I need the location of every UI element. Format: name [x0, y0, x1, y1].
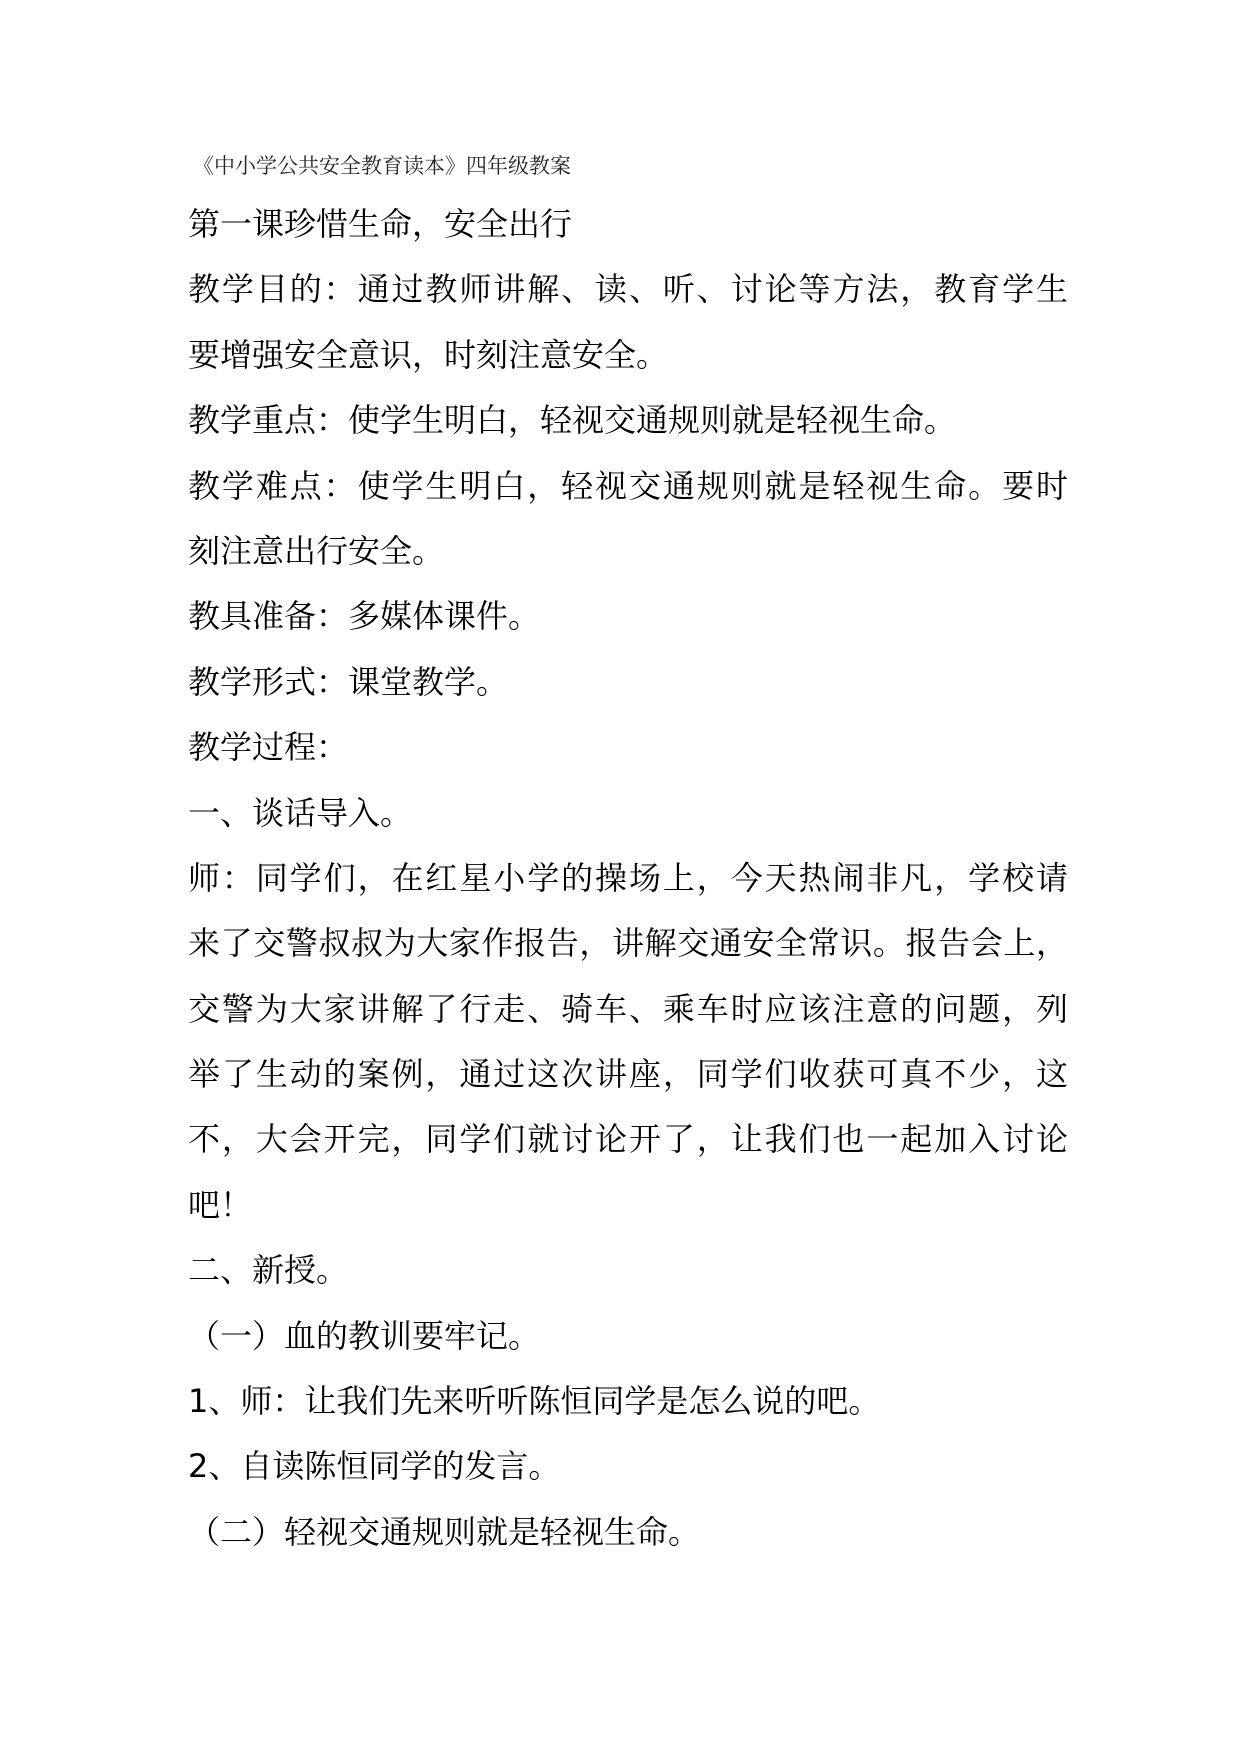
lesson-title: 第一课珍惜生命，安全出行 — [188, 205, 573, 243]
section-heading: 教学过程： — [188, 728, 349, 767]
paragraph-line: 不，大会开完，同学们就讨论开了，让我们也一起加入讨论 — [188, 1120, 1068, 1159]
paragraph-line: 刻注意出行安全。 — [188, 531, 445, 570]
paragraph-line: 教学形式：课堂教学。 — [188, 662, 509, 701]
paragraph-line: 师：同学们，在红星小学的操场上，今天热闹非凡，学校请 — [188, 858, 1068, 897]
list-item: 1、师：让我们先来听听陈恒同学是怎么说的吧。 — [188, 1382, 881, 1421]
paragraph-line: 教具准备：多媒体课件。 — [188, 597, 541, 636]
paragraph-line: 来了交警叔叔为大家作报告，讲解交通安全常识。报告会上， — [188, 924, 1068, 963]
paragraph-line: 教学目的：通过教师讲解、读、听、讨论等方法，教育学生 — [188, 270, 1068, 309]
section-heading: 一、谈话导入。 — [188, 793, 413, 832]
paragraph-line: 教学难点：使学生明白，轻视交通规则就是轻视生命。要时 — [188, 466, 1068, 505]
document-body — [188, 192, 1068, 1565]
paragraph-line: 教学重点：使学生明白，轻视交通规则就是轻视生命。 — [188, 401, 957, 440]
list-item: 2、自读陈恒同学的发言。 — [188, 1447, 561, 1486]
paragraph-line: 吧！ — [188, 1185, 253, 1224]
paragraph-line: 交警为大家讲解了行走、骑车、乘车时应该注意的问题，列 — [188, 989, 1068, 1028]
section-heading: 二、新授。 — [188, 1251, 349, 1290]
subsection-heading: （一）血的教训要牢记。 — [188, 1316, 541, 1355]
document-header: 《中小学公共安全教育读本》四年级教案 — [193, 154, 571, 178]
subsection-heading: （二）轻视交通规则就是轻视生命。 — [188, 1512, 701, 1551]
paragraph-line: 要增强安全意识，时刻注意安全。 — [188, 335, 669, 374]
paragraph-line: 举了生动的案例，通过这次讲座，同学们收获可真不少，这 — [188, 1055, 1068, 1094]
